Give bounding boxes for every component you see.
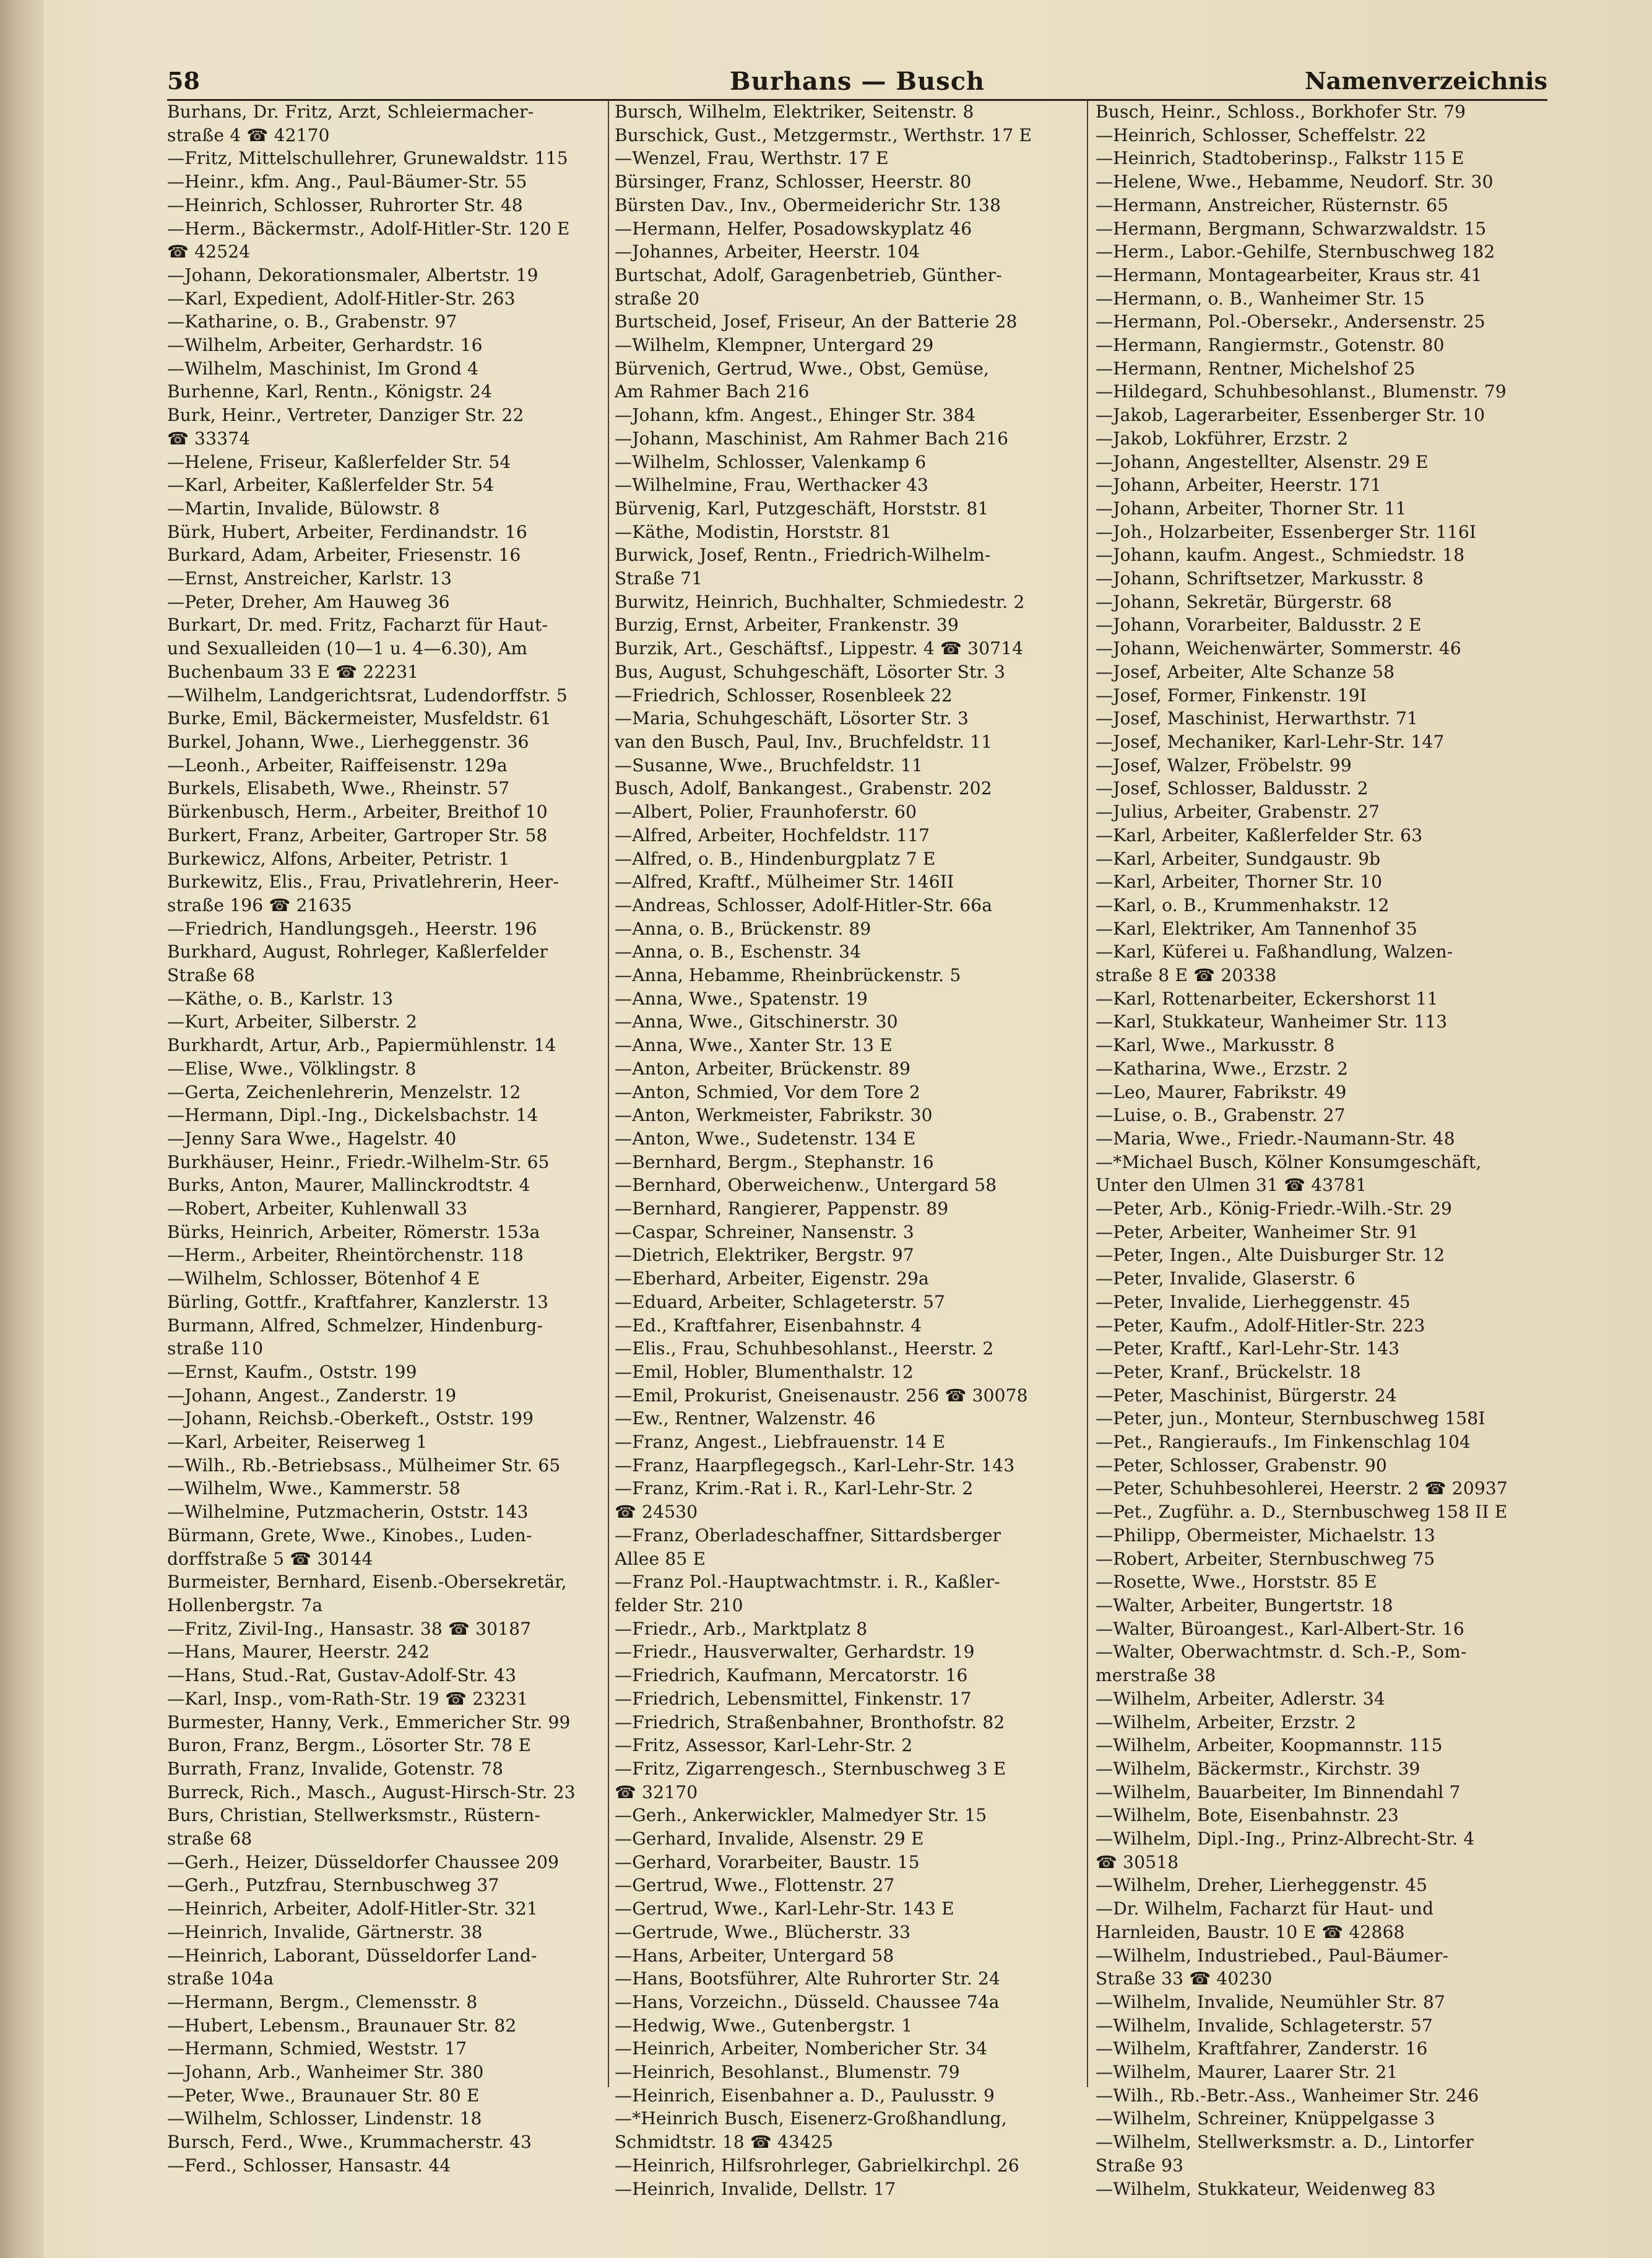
directory-entry: Burkels, Elisabeth, Wwe., Rheinstr. 57 <box>167 778 510 799</box>
directory-entry: —Johann, Sekretär, Bürgerstr. 68 <box>1096 591 1393 612</box>
directory-entry: —Johann, Angest., Zanderstr. 19 <box>167 1385 457 1406</box>
directory-entry: —Hermann, Helfer, Posadowskyplatz 46 <box>615 218 972 239</box>
directory-entry: —Wilhelm, Maschinist, Im Grond 4 <box>167 358 479 379</box>
directory-entry: —Johann, Reichsb.-Oberkeft., Oststr. 199 <box>167 1408 534 1429</box>
directory-entry: —Rosette, Wwe., Horststr. 85 E <box>1096 1572 1377 1593</box>
directory-entry: Burmann, Alfred, Schmelzer, Hindenburg- straße 110 <box>167 1315 543 1359</box>
directory-entry: —Josef, Arbeiter, Alte Schanze 58 <box>1096 661 1395 682</box>
directory-entry: —Franz, Angest., Liebfrauenstr. 14 E <box>615 1432 946 1453</box>
directory-entry: —Peter, Invalide, Lierheggenstr. 45 <box>1096 1291 1411 1312</box>
directory-entry: —Karl, Arbeiter, Kaßlerfelder Str. 54 <box>167 475 495 496</box>
directory-entry: —Karl, Arbeiter, Sundgaustr. 9b <box>1096 848 1381 869</box>
directory-entry: —Walter, Arbeiter, Bungertstr. 18 <box>1096 1595 1393 1616</box>
directory-entry: —Peter, Kranf., Brückelstr. 18 <box>1096 1361 1361 1382</box>
directory-entry: —Gertrude, Wwe., Blücherstr. 33 <box>615 1921 911 1942</box>
directory-entry: —Hermann, Montagearbeiter, Kraus str. 41 <box>1096 264 1482 285</box>
directory-entry: —Emil, Hobler, Blumenthalstr. 12 <box>615 1361 914 1382</box>
directory-entry: —Peter, Wwe., Braunauer Str. 80 E <box>167 2085 480 2106</box>
directory-entry: —Ed., Kraftfahrer, Eisenbahnstr. 4 <box>615 1315 922 1336</box>
directory-entry: —Wilhelm, Arbeiter, Adlerstr. 34 <box>1096 1688 1385 1709</box>
directory-entry: —Karl, o. B., Krummenhakstr. 12 <box>1096 894 1390 915</box>
directory-entry: —Elis., Frau, Schuhbesohlanst., Heerstr. 2 <box>615 1338 994 1359</box>
directory-entry: —Susanne, Wwe., Bruchfeldstr. 11 <box>615 755 923 776</box>
directory-entry: —Julius, Arbeiter, Grabenstr. 27 <box>1096 802 1380 823</box>
directory-entry: —Andreas, Schlosser, Adolf-Hitler-Str. 66a <box>615 894 993 915</box>
directory-entry: —Hermann, Pol.-Obersekr., Andersenstr. 25 <box>1096 311 1486 332</box>
directory-entry: —Johann, Arb., Wanheimer Str. 380 <box>167 2062 484 2083</box>
directory-entry: —Johannes, Arbeiter, Heerstr. 104 <box>615 241 920 262</box>
directory-entry: —Peter, Schuhbesohlerei, Heerstr. 2 ☎ 20937 <box>1096 1478 1508 1499</box>
directory-entry: —Heinrich, Eisenbahner a. D., Paulusstr. 9 <box>615 2085 995 2106</box>
directory-entry: —Peter, Invalide, Glaserstr. 6 <box>1096 1268 1356 1289</box>
directory-entry: —Johann, Weichenwärter, Sommerstr. 46 <box>1096 638 1461 659</box>
directory-entry: —Pet., Zugführ. a. D., Sternbuschweg 158 II E <box>1096 1502 1508 1523</box>
directory-entry: —Kurt, Arbeiter, Silberstr. 2 <box>167 1011 418 1032</box>
directory-entry: —Wilhelm, Schlosser, Lindenstr. 18 <box>167 2108 482 2129</box>
directory-entry: —Karl, Rottenarbeiter, Eckershorst 11 <box>1096 988 1438 1009</box>
directory-entry: —Wilhelm, Arbeiter, Erzstr. 2 <box>1096 1711 1357 1732</box>
directory-entry: —Ernst, Kaufm., Oststr. 199 <box>167 1361 417 1382</box>
directory-entry: —Ferd., Schlosser, Hansastr. 44 <box>167 2155 451 2176</box>
directory-entry: Burmester, Hanny, Verk., Emmericher Str. 99 <box>167 1711 571 1732</box>
directory-entry: Burkart, Dr. med. Fritz, Facharzt für Haut- und Sexualleiden (10—1 u. 4—6.30), Am Buchenbaum 33 E ☎ 22231 <box>167 615 548 682</box>
directory-entry: —Gerhard, Invalide, Alsenstr. 29 E <box>615 1828 924 1849</box>
directory-entry: —Wilhelm, Invalide, Schlageterstr. 57 <box>1096 2015 1433 2036</box>
directory-entry: —Heinr., kfm. Ang., Paul-Bäumer-Str. 55 <box>167 171 527 192</box>
directory-entry: —Wilhelm, Stellwerksmstr. a. D., Lintorfer Straße 93 <box>1096 2132 1474 2176</box>
directory-entry: —Wilhelm, Maurer, Laarer Str. 21 <box>1096 2062 1398 2083</box>
directory-entry: —Jakob, Lagerarbeiter, Essenberger Str. 10 <box>1096 405 1486 426</box>
directory-entry: —Katharine, o. B., Grabenstr. 97 <box>167 311 457 332</box>
directory-entry: —Josef, Schlosser, Baldusstr. 2 <box>1096 778 1369 799</box>
directory-entry: —Karl, Arbeiter, Kaßlerfelder Str. 63 <box>1096 824 1423 846</box>
directory-entry: —Fritz, Mittelschullehrer, Grunewaldstr. 115 <box>167 148 568 169</box>
directory-entry: —Eberhard, Arbeiter, Eigenstr. 29a <box>615 1268 929 1289</box>
directory-entry: —Martin, Invalide, Bülowstr. 8 <box>167 498 440 519</box>
directory-entry: —Franz Pol.-Hauptwachtmstr. i. R., Kaßler- felder Str. 210 <box>615 1572 1000 1616</box>
directory-entry: Burzig, Ernst, Arbeiter, Frankenstr. 39 <box>615 615 959 636</box>
directory-entry: —Anna, Wwe., Spatenstr. 19 <box>615 988 868 1009</box>
directory-entry: —Friedr., Hausverwalter, Gerhardstr. 19 <box>615 1642 975 1663</box>
directory-entry: —Gerta, Zeichenlehrerin, Menzelstr. 12 <box>167 1081 521 1102</box>
directory-entry: —Peter, Arbeiter, Wanheimer Str. 91 <box>1096 1221 1419 1242</box>
directory-entry: —Karl, Expedient, Adolf-Hitler-Str. 263 <box>167 288 516 309</box>
directory-entry: —Peter, Arb., König-Friedr.-Wilh.-Str. 29 <box>1096 1198 1453 1219</box>
directory-entry: Burrath, Franz, Invalide, Gotenstr. 78 <box>167 1758 504 1779</box>
directory-entry: —Heinrich, Arbeiter, Adolf-Hitler-Str. 321 <box>167 1898 538 1919</box>
directory-entry: Burreck, Rich., Masch., August-Hirsch-Str. 23 <box>167 1781 576 1802</box>
directory-entry: —Gerh., Ankerwickler, Malmedyer Str. 15 <box>615 1805 987 1826</box>
directory-entry: —Fritz, Zigarrengesch., Sternbuschweg 3 E ☎ 32170 <box>615 1758 1006 1802</box>
directory-entry: —Bernhard, Bergm., Stephanstr. 16 <box>615 1151 934 1172</box>
directory-entry: —Wilh., Rb.-Betr.-Ass., Wanheimer Str. 246 <box>1096 2085 1479 2106</box>
directory-entry: —Fritz, Zivil-Ing., Hansastr. 38 ☎ 30187 <box>167 1618 532 1639</box>
directory-entry: Burke, Emil, Bäckermeister, Musfeldstr. 61 <box>167 708 551 729</box>
directory-entry: —Wilhelm, Industriebed., Paul-Bäumer- Straße 33 ☎ 40230 <box>1096 1945 1449 1989</box>
directory-entry: —Joh., Holzarbeiter, Essenberger Str. 116I <box>1096 521 1477 542</box>
directory-entry: —Peter, Kraftf., Karl-Lehr-Str. 143 <box>1096 1338 1400 1359</box>
directory-entry: —Herm., Bäckermstr., Adolf-Hitler-Str. 120 E ☎ 42524 <box>167 218 570 262</box>
directory-entry: —Hermann, Dipl.-Ing., Dickelsbachstr. 14 <box>167 1105 538 1126</box>
directory-column-3 <box>1096 100 1560 2199</box>
directory-entry: —Heinrich, Schlosser, Ruhrorter Str. 48 <box>167 194 523 215</box>
directory-entry: —Caspar, Schreiner, Nansenstr. 3 <box>615 1221 914 1242</box>
directory-entry: —Alfred, Arbeiter, Hochfeldstr. 117 <box>615 824 930 846</box>
directory-entry: —Maria, Wwe., Friedr.-Naumann-Str. 48 <box>1096 1128 1455 1149</box>
column-divider <box>608 100 609 2087</box>
directory-entry: —Friedrich, Handlungsgeh., Heerstr. 196 <box>167 918 537 939</box>
directory-entry: —Heinrich, Schlosser, Scheffelstr. 22 <box>1096 124 1427 145</box>
directory-entry: —Friedrich, Schlosser, Rosenbleek 22 <box>615 685 953 706</box>
directory-entry: —Fritz, Assessor, Karl-Lehr-Str. 2 <box>615 1735 913 1756</box>
directory-entry: —Jakob, Lokführer, Erzstr. 2 <box>1096 428 1349 449</box>
directory-entry: —Robert, Arbeiter, Kuhlenwall 33 <box>167 1198 468 1219</box>
directory-entry: —Karl, Küferei u. Faßhandlung, Walzen- straße 8 E ☎ 20338 <box>1096 941 1453 986</box>
directory-entry: —Heinrich, Besohlanst., Blumenstr. 79 <box>615 2062 960 2083</box>
directory-entry: Bürvenich, Gertrud, Wwe., Obst, Gemüse, Am Rahmer Bach 216 <box>615 358 990 402</box>
directory-entry: —Wilhelm, Schlosser, Valenkamp 6 <box>615 451 927 472</box>
directory-entry: —Philipp, Obermeister, Michaelstr. 13 <box>1096 1525 1435 1546</box>
directory-entry: —Wilhelm, Wwe., Kammerstr. 58 <box>167 1478 461 1499</box>
directory-entry: —Franz, Krim.-Rat i. R., Karl-Lehr-Str. 2 ☎ 24530 <box>615 1478 974 1523</box>
directory-entry: —Ernst, Anstreicher, Karlstr. 13 <box>167 568 452 589</box>
directory-entry: —Wilhelm, Dreher, Lierheggenstr. 45 <box>1096 1875 1428 1896</box>
directory-entry: Bus, August, Schuhgeschäft, Lösorter Str. 3 <box>615 661 1006 682</box>
directory-entry: —Wilh., Rb.-Betriebsass., Mülheimer Str. 65 <box>167 1455 561 1476</box>
directory-entry: —Walter, Büroangest., Karl-Albert-Str. 16 <box>1096 1618 1464 1639</box>
page-header <box>167 64 1547 101</box>
directory-entry: —Hubert, Lebensm., Braunauer Str. 82 <box>167 2015 517 2036</box>
directory-entry: —Anna, o. B., Eschenstr. 34 <box>615 941 862 962</box>
directory-entry: —Heinrich, Hilfsrohrleger, Gabrielkirchpl. 26 <box>615 2155 1019 2176</box>
directory-entry: —Wilhelm, Kraftfahrer, Zanderstr. 16 <box>1096 2038 1428 2059</box>
directory-entry: —*Heinrich Busch, Eisenerz-Großhandlung, Schmidtstr. 18 ☎ 43425 <box>615 2108 1007 2153</box>
directory-entry: —Johann, kaufm. Angest., Schmiedstr. 18 <box>1096 545 1465 566</box>
directory-entry: Bürks, Heinrich, Arbeiter, Römerstr. 153a <box>167 1221 540 1242</box>
directory-entry: —Gerh., Putzfrau, Sternbuschweg 37 <box>167 1875 499 1896</box>
directory-entry: —Karl, Stukkateur, Wanheimer Str. 113 <box>1096 1011 1448 1032</box>
directory-column-2 <box>615 100 1079 2199</box>
directory-entry: —Käthe, Modistin, Horststr. 81 <box>615 521 892 542</box>
directory-entry: —Alfred, Kraftf., Mülheimer Str. 146II <box>615 872 954 893</box>
directory-entry: Burkert, Franz, Arbeiter, Gartroper Str. 58 <box>167 824 548 846</box>
directory-entry: —Friedrich, Lebensmittel, Finkenstr. 17 <box>615 1688 972 1709</box>
directory-entry: Burkhardt, Artur, Arb., Papiermühlenstr. 14 <box>167 1035 556 1056</box>
directory-entry: —Hermann, o. B., Wanheimer Str. 15 <box>1096 288 1425 309</box>
directory-entry: Burkhard, August, Rohrleger, Kaßlerfelder Straße 68 <box>167 941 548 986</box>
directory-entry: —*Michael Busch, Kölner Konsumgeschäft, Unter den Ulmen 31 ☎ 43781 <box>1096 1151 1482 1196</box>
directory-entry: —Wenzel, Frau, Werthstr. 17 E <box>615 148 889 169</box>
directory-entry: —Heinrich, Stadtoberinsp., Falkstr 115 E <box>1096 148 1464 169</box>
directory-entry: —Hedwig, Wwe., Gutenbergstr. 1 <box>615 2015 913 2036</box>
directory-entry: Bürk, Hubert, Arbeiter, Ferdinandstr. 16 <box>167 521 527 542</box>
directory-entry: —Friedrich, Straßenbahner, Bronthofstr. 82 <box>615 1711 1005 1732</box>
directory-entry: Burhenne, Karl, Rentn., Königstr. 24 <box>167 381 492 402</box>
directory-entry: Bürling, Gottfr., Kraftfahrer, Kanzlerstr. 13 <box>167 1291 549 1312</box>
directory-entry: —Friedrich, Kaufmann, Mercatorstr. 16 <box>615 1665 968 1686</box>
directory-entry: —Wilhelm, Klempner, Untergard 29 <box>615 335 934 356</box>
directory-entry: Bursch, Wilhelm, Elektriker, Seitenstr. 8 <box>615 102 974 122</box>
directory-entry: —Emil, Prokurist, Gneisenaustr. 256 ☎ 30078 <box>615 1385 1028 1406</box>
directory-entry: —Anna, Hebamme, Rheinbrückenstr. 5 <box>615 965 961 986</box>
directory-entry: —Maria, Schuhgeschäft, Lösorter Str. 3 <box>615 708 969 729</box>
directory-entry: —Wilhelm, Invalide, Neumühler Str. 87 <box>1096 1991 1446 2012</box>
directory-entry: —Johann, Angestellter, Alsenstr. 29 E <box>1096 451 1429 472</box>
directory-entry: —Gerh., Heizer, Düsseldorfer Chaussee 209 <box>167 1851 560 1872</box>
directory-entry: —Hildegard, Schuhbesohlanst., Blumenstr. 79 <box>1096 381 1507 402</box>
directory-entry: —Josef, Maschinist, Herwarthstr. 71 <box>1096 708 1419 729</box>
running-title: Burhans — Busch <box>729 67 985 96</box>
directory-entry: —Peter, Schlosser, Grabenstr. 90 <box>1096 1455 1387 1476</box>
directory-entry: —Wilhelmine, Putzmacherin, Oststr. 143 <box>167 1502 529 1523</box>
directory-entry: —Josef, Mechaniker, Karl-Lehr-Str. 147 <box>1096 731 1445 752</box>
directory-entry: —Alfred, o. B., Hindenburgplatz 7 E <box>615 848 936 869</box>
directory-entry: Busch, Adolf, Bankangest., Grabenstr. 202 <box>615 778 992 799</box>
directory-entry: —Karl, Elektriker, Am Tannenhof 35 <box>1096 918 1418 939</box>
directory-entry: Burk, Heinr., Vertreter, Danziger Str. 22 ☎ 33374 <box>167 405 524 449</box>
directory-entry: —Wilhelm, Arbeiter, Koopmannstr. 115 <box>1096 1735 1443 1756</box>
directory-entry: —Heinrich, Invalide, Dellstr. 17 <box>615 2178 896 2199</box>
directory-entry: —Bernhard, Oberweichenw., Untergard 58 <box>615 1175 997 1196</box>
directory-entry: —Wilhelm, Bote, Eisenbahnstr. 23 <box>1096 1805 1399 1826</box>
directory-entry: Burs, Christian, Stellwerksmstr., Rüstern- straße 68 <box>167 1805 541 1849</box>
directory-entry: —Gertrud, Wwe., Karl-Lehr-Str. 143 E <box>615 1898 954 1919</box>
directory-entry: —Johann, Maschinist, Am Rahmer Bach 216 <box>615 428 1009 449</box>
directory-entry: Burschick, Gust., Metzgermstr., Werthstr. 17 E <box>615 124 1032 145</box>
directory-entry: —Anna, Wwe., Xanter Str. 13 E <box>615 1035 893 1056</box>
directory-entry: —Herm., Labor.-Gehilfe, Sternbuschweg 182 <box>1096 241 1495 262</box>
directory-entry: —Heinrich, Laborant, Düsseldorfer Land- straße 104a <box>167 1945 537 1989</box>
directory-entry: —Anna, Wwe., Gitschinerstr. 30 <box>615 1011 898 1032</box>
directory-entry: Burkewitz, Elis., Frau, Privatlehrerin, Heer- straße 196 ☎ 21635 <box>167 872 560 915</box>
directory-entry: Burwitz, Heinrich, Buchhalter, Schmiedestr. 2 <box>615 591 1025 612</box>
directory-entry: —Friedr., Arb., Marktplatz 8 <box>615 1618 868 1639</box>
page-number: 58 <box>167 67 200 95</box>
directory-entry: —Hermann, Bergmann, Schwarzwaldstr. 15 <box>1096 218 1487 239</box>
directory-entry: —Luise, o. B., Grabenstr. 27 <box>1096 1105 1346 1126</box>
directory-entry: —Wilhelm, Schreiner, Knüppelgasse 3 <box>1096 2108 1435 2129</box>
column-divider <box>1087 100 1088 2087</box>
directory-entry: Busch, Heinr., Schloss., Borkhofer Str. 79 <box>1096 102 1466 122</box>
directory-entry: —Hermann, Schmied, Weststr. 17 <box>167 2038 467 2059</box>
directory-entry: —Wilhelm, Bauarbeiter, Im Binnendahl 7 <box>1096 1781 1461 1802</box>
directory-entry: —Hermann, Rangiermstr., Gotenstr. 80 <box>1096 335 1445 356</box>
directory-entry: Burks, Anton, Maurer, Mallinckrodtstr. 4 <box>167 1175 530 1196</box>
directory-entry: —Anton, Schmied, Vor dem Tore 2 <box>615 1081 920 1102</box>
directory-entry: —Heinrich, Invalide, Gärtnerstr. 38 <box>167 1921 483 1942</box>
directory-entry: —Jenny Sara Wwe., Hagelstr. 40 <box>167 1128 457 1149</box>
directory-entry: —Hans, Arbeiter, Untergard 58 <box>615 1945 894 1966</box>
section-title: Namenverzeichnis <box>1304 67 1547 95</box>
directory-entry: —Dr. Wilhelm, Facharzt für Haut- und Harnleiden, Baustr. 10 E ☎ 42868 <box>1096 1898 1434 1942</box>
directory-entry: —Käthe, o. B., Karlstr. 13 <box>167 988 394 1009</box>
directory-entry: —Gertrud, Wwe., Flottenstr. 27 <box>615 1875 895 1896</box>
directory-entry: —Hermann, Bergm., Clemensstr. 8 <box>167 1991 478 2012</box>
directory-entry: Burwick, Josef, Rentn., Friedrich-Wilhelm- Straße 71 <box>615 545 991 589</box>
directory-entry: —Hermann, Rentner, Michelshof 25 <box>1096 358 1416 379</box>
directory-entry: —Elise, Wwe., Völklingstr. 8 <box>167 1058 417 1079</box>
directory-entry: Bürmann, Grete, Wwe., Kinobes., Luden- dorffstraße 5 ☎ 30144 <box>167 1525 532 1569</box>
directory-entry: —Josef, Walzer, Fröbelstr. 99 <box>1096 755 1352 776</box>
directory-entry: Bürkenbusch, Herm., Arbeiter, Breithof 10 <box>167 802 548 823</box>
directory-entry: —Heinrich, Arbeiter, Nombericher Str. 34 <box>615 2038 988 2059</box>
directory-entry: —Wilhelm, Schlosser, Bötenhof 4 E <box>167 1268 480 1289</box>
directory-entry: —Wilhelm, Landgerichtsrat, Ludendorffstr. 5 <box>167 685 568 706</box>
directory-entry: —Dietrich, Elektriker, Bergstr. 97 <box>615 1245 914 1266</box>
directory-entry: —Peter, jun., Monteur, Sternbuschweg 158I <box>1096 1408 1486 1429</box>
directory-entry: —Hans, Stud.-Rat, Gustav-Adolf-Str. 43 <box>167 1665 517 1686</box>
directory-entry: Burkard, Adam, Arbeiter, Friesenstr. 16 <box>167 545 521 566</box>
directory-entry: —Hermann, Anstreicher, Rüsternstr. 65 <box>1096 194 1449 215</box>
directory-entry: van den Busch, Paul, Inv., Bruchfeldstr. 11 <box>615 731 993 752</box>
directory-entry: —Ew., Rentner, Walzenstr. 46 <box>615 1408 876 1429</box>
directory-entry: —Walter, Oberwachtmstr. d. Sch.-P., Som- merstraße 38 <box>1096 1642 1467 1686</box>
directory-entry: Buron, Franz, Bergm., Lösorter Str. 78 E <box>167 1735 532 1756</box>
directory-entry: —Helene, Friseur, Kaßlerfelder Str. 54 <box>167 451 511 472</box>
directory-entry: —Karl, Insp., vom-Rath-Str. 19 ☎ 23231 <box>167 1688 529 1709</box>
directory-entry: —Wilhelm, Arbeiter, Gerhardstr. 16 <box>167 335 483 356</box>
directory-entry: —Karl, Wwe., Markusstr. 8 <box>1096 1035 1335 1056</box>
directory-entry: —Bernhard, Rangierer, Pappenstr. 89 <box>615 1198 949 1219</box>
directory-entry: Bürsinger, Franz, Schlosser, Heerstr. 80 <box>615 171 972 192</box>
directory-entry: —Hans, Vorzeichn., Düsseld. Chaussee 74a <box>615 1991 1000 2012</box>
directory-entry: Burkel, Johann, Wwe., Lierheggenstr. 36 <box>167 731 529 752</box>
directory-entry: —Herm., Arbeiter, Rheintörchenstr. 118 <box>167 1245 524 1266</box>
directory-entry: —Albert, Polier, Fraunhoferstr. 60 <box>615 802 917 823</box>
directory-entry: —Anton, Werkmeister, Fabrikstr. 30 <box>615 1105 933 1126</box>
directory-entry: —Gerhard, Vorarbeiter, Baustr. 15 <box>615 1851 920 1872</box>
directory-entry: —Johann, Arbeiter, Thorner Str. 11 <box>1096 498 1407 519</box>
directory-entry: —Franz, Oberladeschaffner, Sittardsberger Allee 85 E <box>615 1525 1001 1569</box>
directory-entry: —Peter, Kaufm., Adolf-Hitler-Str. 223 <box>1096 1315 1425 1336</box>
directory-entry: —Anton, Wwe., Sudetenstr. 134 E <box>615 1128 916 1149</box>
directory-entry: Burtscheid, Josef, Friseur, An der Batterie 28 <box>615 311 1018 332</box>
directory-entry: —Johann, Dekorationsmaler, Albertstr. 19 <box>167 264 538 285</box>
directory-entry: —Wilhelm, Dipl.-Ing., Prinz-Albrecht-Str. 4 ☎ 30518 <box>1096 1828 1475 1872</box>
directory-entry: —Helene, Wwe., Hebamme, Neudorf. Str. 30 <box>1096 171 1494 192</box>
directory-entry: —Leonh., Arbeiter, Raiffeisenstr. 129a <box>167 755 508 776</box>
directory-entry: Bürvenig, Karl, Putzgeschäft, Horststr. 81 <box>615 498 989 519</box>
directory-entry: Burkewicz, Alfons, Arbeiter, Petristr. 1 <box>167 848 510 869</box>
directory-entry: —Wilhelm, Bäckermstr., Kirchstr. 39 <box>1096 1758 1421 1779</box>
directory-entry: —Karl, Arbeiter, Thorner Str. 10 <box>1096 872 1383 893</box>
directory-entry: Bürsten Dav., Inv., Obermeiderichr Str. 138 <box>615 194 1001 215</box>
directory-entry: —Franz, Haarpflegegsch., Karl-Lehr-Str. 143 <box>615 1455 1015 1476</box>
directory-entry: —Josef, Former, Finkenstr. 19I <box>1096 685 1367 706</box>
directory-entry: —Leo, Maurer, Fabrikstr. 49 <box>1096 1081 1347 1102</box>
directory-entry: Bursch, Ferd., Wwe., Krummacherstr. 43 <box>167 2132 532 2153</box>
directory-entry: —Peter, Ingen., Alte Duisburger Str. 12 <box>1096 1245 1445 1266</box>
directory-entry: —Peter, Maschinist, Bürgerstr. 24 <box>1096 1385 1397 1406</box>
directory-entry: —Johann, kfm. Angest., Ehinger Str. 384 <box>615 405 976 426</box>
directory-entry: —Wilhelm, Stukkateur, Weidenweg 83 <box>1096 2178 1436 2199</box>
directory-entry: —Johann, Schriftsetzer, Markusstr. 8 <box>1096 568 1424 589</box>
directory-entry: Burtschat, Adolf, Garagenbetrieb, Günther- straße 20 <box>615 264 1002 309</box>
directory-entry: —Eduard, Arbeiter, Schlageterstr. 57 <box>615 1291 945 1312</box>
directory-entry: —Karl, Arbeiter, Reiserweg 1 <box>167 1432 428 1453</box>
directory-entry: Burzik, Art., Geschäftsf., Lippestr. 4 ☎ 30714 <box>615 638 1024 659</box>
directory-column-1 <box>167 100 603 2176</box>
directory-entry: —Hans, Bootsführer, Alte Ruhrorter Str. 24 <box>615 1968 1001 1989</box>
directory-entry: —Robert, Arbeiter, Sternbuschweg 75 <box>1096 1548 1435 1569</box>
directory-entry: —Katharina, Wwe., Erzstr. 2 <box>1096 1058 1348 1079</box>
directory-entry: Burkhäuser, Heinr., Friedr.-Wilhelm-Str. 65 <box>167 1151 550 1172</box>
directory-entry: —Hans, Maurer, Heerstr. 242 <box>167 1642 430 1663</box>
directory-entry: —Pet., Rangieraufs., Im Finkenschlag 104 <box>1096 1432 1471 1453</box>
directory-entry: —Johann, Vorarbeiter, Baldusstr. 2 E <box>1096 615 1422 636</box>
directory-entry: —Johann, Arbeiter, Heerstr. 171 <box>1096 475 1382 496</box>
directory-entry: Burhans, Dr. Fritz, Arzt, Schleiermacher- straße 4 ☎ 42170 <box>167 102 534 145</box>
directory-entry: —Anna, o. B., Brückenstr. 89 <box>615 918 871 939</box>
book-binding-edge <box>0 0 43 2258</box>
directory-entry: —Wilhelmine, Frau, Werthacker 43 <box>615 475 928 496</box>
directory-entry: Burmeister, Bernhard, Eisenb.-Obersekretär, Hollenbergstr. 7a <box>167 1572 567 1616</box>
directory-entry: —Anton, Arbeiter, Brückenstr. 89 <box>615 1058 911 1079</box>
directory-entry: —Peter, Dreher, Am Hauweg 36 <box>167 591 450 612</box>
